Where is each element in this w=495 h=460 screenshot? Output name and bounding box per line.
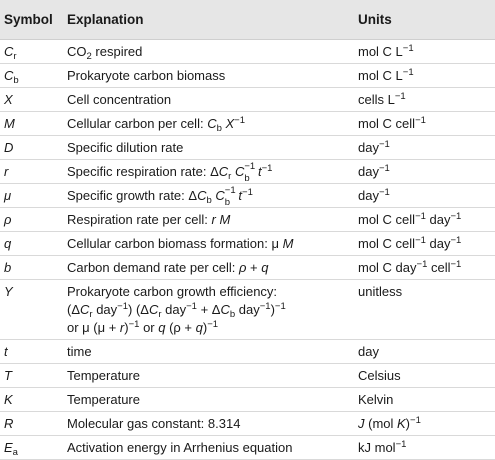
- table-row: [0, 160, 495, 184]
- symbol-cell: T: [0, 364, 67, 388]
- symbol-cell: $C_r$: [0, 40, 67, 64]
- symbol-cell: K: [0, 388, 67, 412]
- explanation-cell: Cell concentration: [67, 88, 358, 112]
- explanation-cell: Cellular carbon biomass formation: μ M: [67, 232, 358, 256]
- units-cell: day$^{-1}$: [358, 136, 495, 160]
- symbol-cell: M: [0, 112, 67, 136]
- symbol-cell: $C_b$: [0, 64, 67, 88]
- units-cell: mol C cell$^{-1}$ day$^{-1}$: [358, 232, 495, 256]
- symbol-cell: r: [0, 160, 67, 184]
- explanation-cell: Cellular carbon per cell: $C_b$ $X^{-1}$: [67, 112, 358, 136]
- explanation-cell: Respiration rate per cell: r M: [67, 208, 358, 232]
- units-cell: mol C cell$^{-1}$ day$^{-1}$: [358, 208, 495, 232]
- units-cell: cells $L^{-1}$: [358, 88, 495, 112]
- table-body: [0, 40, 495, 460]
- units-cell: day$^{-1}$: [358, 160, 495, 184]
- symbol-cell: $E_a$: [0, 436, 67, 460]
- explanation-cell: Prokaryote carbon growth efficiency: ($\Delta C_r$ day$^{-1}$) ($\Delta C_r$ $day^{-1} + \Delta C_b$ day$^{-1}$)$^{-1}$ or μ $(\mu + r)^{-1}$ or q $(\rho + q)^{-1}$: [67, 280, 358, 340]
- units-cell: mol C day$^{-1}$ cell$^{-1}$: [358, 256, 495, 280]
- explanation-cell: time: [67, 340, 358, 364]
- units-cell: mol C cell$^{-1}$: [358, 112, 495, 136]
- table-row: [0, 388, 495, 412]
- symbol-cell: D: [0, 136, 67, 160]
- table-row: [0, 208, 495, 232]
- units-cell: kJ mol$^{-1}$: [358, 436, 495, 460]
- table-row: [0, 40, 495, 64]
- table-row: [0, 64, 495, 88]
- explanation-cell: Specific dilution rate: [67, 136, 358, 160]
- units-cell: day$^{-1}$: [358, 184, 495, 208]
- header-units: Units: [358, 0, 495, 40]
- explanation-cell: Specific respiration rate: $\Delta C_r$ C −1 b $t^{-1}$: [67, 160, 358, 184]
- explanation-cell: $CO_2$ respired: [67, 40, 358, 64]
- table-header: [0, 0, 495, 40]
- table-row: [0, 412, 495, 436]
- symbol-cell: X: [0, 88, 67, 112]
- symbol-cell: b: [0, 256, 67, 280]
- units-cell: mol C $L^{-1}$: [358, 64, 495, 88]
- units-cell: day: [358, 340, 495, 364]
- table-row: [0, 364, 495, 388]
- header-explanation: Explanation: [67, 0, 358, 40]
- explanation-cell: Temperature: [67, 364, 358, 388]
- table-row: [0, 232, 495, 256]
- symbol-cell: q: [0, 232, 67, 256]
- table-row: [0, 280, 495, 340]
- units-cell: mol C $L^{-1}$: [358, 40, 495, 64]
- table-row: [0, 88, 495, 112]
- explanation-cell: Carbon demand rate per cell: ρ + q: [67, 256, 358, 280]
- units-cell: Kelvin: [358, 388, 495, 412]
- explanation-cell: Specific growth rate: $\Delta C_b$ C −1 b $t^{-1}$: [67, 184, 358, 208]
- symbol-cell: ρ: [0, 208, 67, 232]
- explanation-cell: Temperature: [67, 388, 358, 412]
- header-row: [0, 0, 495, 40]
- units-cell: unitless: [358, 280, 495, 340]
- explanation-cell: Activation energy in Arrhenius equation: [67, 436, 358, 460]
- table-row: [0, 340, 495, 364]
- header-symbol: Symbol: [0, 0, 67, 40]
- table-row: [0, 136, 495, 160]
- symbol-cell: Y: [0, 280, 67, 340]
- table-row: [0, 436, 495, 460]
- explanation-cell: Prokaryote carbon biomass: [67, 64, 358, 88]
- symbol-cell: R: [0, 412, 67, 436]
- units-cell: Celsius: [358, 364, 495, 388]
- symbol-cell: μ: [0, 184, 67, 208]
- table-row: [0, 112, 495, 136]
- table-row: [0, 256, 495, 280]
- symbol-cell: t: [0, 340, 67, 364]
- explanation-cell: Molecular gas constant: 8.314: [67, 412, 358, 436]
- units-cell: J (mol K)$^{-1}$: [358, 412, 495, 436]
